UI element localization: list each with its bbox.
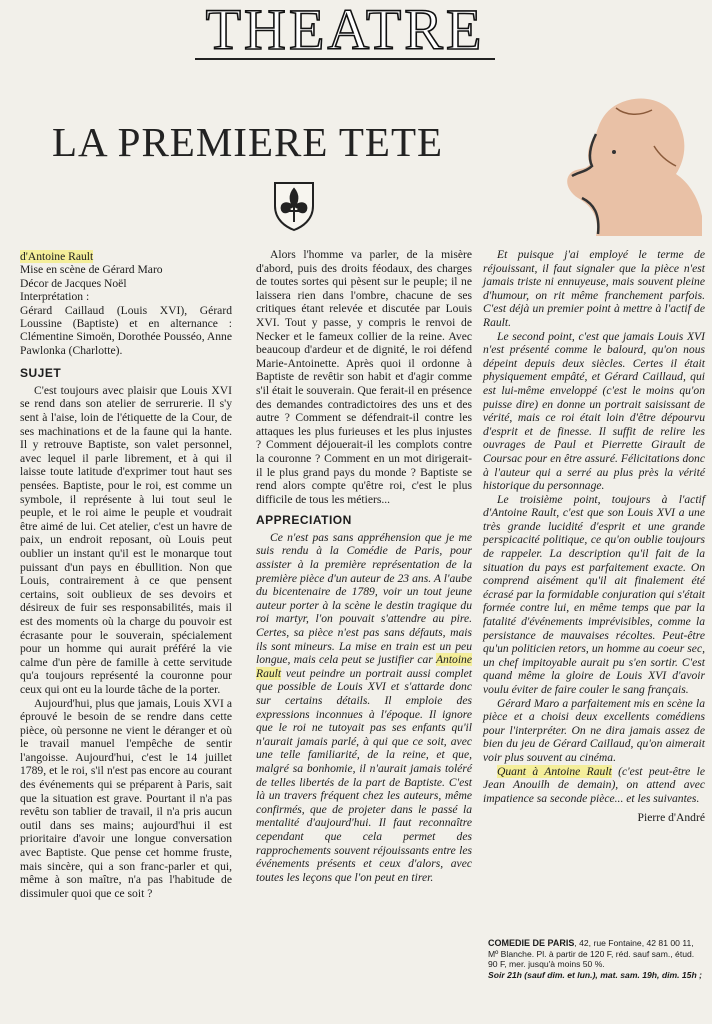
author-name-highlight: Antoine Rault [256,653,472,680]
appreciation-paragraph: Le second point, c'est que jamais Louis XVI n'est présenté comme le balourd, qu'on nous dépeint depuis deux siècles. Certes il était physiquement empâté, et Gérard Caillaud, qui est lui-même enveloppé (c'est le moins qu'on puisse dire) en donne un portrait saisissant de vérité, mais ce roi était loin d'être dépourvu d'esprit et de finesse. Il suffit de relire les ouvrages de Paul et Pierrette Girault de Coursac pour en être assuré. Félicitations donc à l'auteur qui a serré au plus près la vérité historique du personnage. [483,329,705,493]
column-1 [20,250,232,900]
signature: Pierre d'André [637,811,705,825]
venue-name: COMEDIE DE PARIS [488,938,575,948]
appreciation-paragraph: Quant à Antoine Rault (c'est peut-être le Jean Anouilh de demain), on attend avec impatience sa seconde pièce... et les suivantes. [483,764,705,805]
sujet-heading: SUJET [20,366,62,381]
schedule: Soir 21h (sauf dim. et lun.), mat. sam. 19h, dim. 15h ; [488,969,702,980]
appreciation-paragraph: Et puisque j'ai employé le terme de réjouissant, il faut signaler que la pièce n'est jamais triste ni ennuyeuse, mais souvent pleine d'humour, on rit même franchement parfois. C'est déjà un premier point à mettre à l'actif de Rault. [483,248,705,329]
director-credit: Mise en scène de Gérard Maro [20,263,163,277]
sujet-paragraph: C'est toujours avec plaisir que Louis XVI se rend dans son atelier de serrurerie. Il s'y sent à l'aise, loin de l'étiquette de la Cour, de ses machinations et de la faune qui la hante. Il y retrouve Baptiste, son valet personnel, avec lequel il parle librement, et à qui il laisse toute latitude d'exprimer tout haut ses pensées. Baptiste, pour le roi, est comme un symbole, il représente à lui tout seul le peuple, et le roi aime le peuple et voudrait être aimé de lui. Cet atelier, c'est un havre de paix, un endroit reposant, où Louis peut oublier un instant qu'il est le monarque tout puissant d'un pays en ébullition. Non que Louis, contrairement à ce que pensent certains, soit oublieux de ses devoirs et désireux de fuir ses responsabilités, mais il est des moments où la charge du pouvoir est écrasante pour le souverain, spécialement pour un homme qui aurait préféré la vie calme d'un père de famille à cette servitude qu'a toujours représenté la couronne pour ceux qui ont eu la lourde tâche de la porter. [20,383,232,696]
column-2 [256,248,472,884]
decor-credit: Décor de Jacques Noël [20,276,127,290]
appreciation-heading: APPRECIATION [256,513,352,528]
credits-block [20,250,232,357]
cast-list: Gérard Caillaud (Louis XVI), Gérard Loussine (Baptiste) et en alternance : Clémentine Simoën, Dorothée Pousséo, Anne Pawlonka (Charlotte). [20,303,232,357]
venue-info [488,938,706,980]
author-name-highlight: Quant à Antoine Rault [497,764,612,778]
appreciation-paragraph: Ce n'est pas sans appréhension que je me suis rendu à la Comédie de Paris, pour assister à la première représentation de la première pièce d'un auteur de 23 ans. A l'aube du bicentenaire de 1789, voir un tout jeune auteur porter à la scène le destin tragique du roi martyr, l'on pouvait s'attendre au pire. Certes, sa pièce n'est pas sans défauts, mais ils sont mineurs. La mise en train est un peu longue, mais cela peut se justifier car Antoine Rault veut peindre un portrait aussi complet que possible de Louis XVI et s'attarde donc sur certains détails. Il emploie des expressions inconnues à l'époque. Il ignore que le roi ne tutoyait pas ses enfants qu'il n'aurait jamais parlé, à qui que ce soit, avec une telle familiarité, de la reine, et que, malgré sa bonhomie, il n'aurait jamais toléré de telles libertés de la part de Baptiste. C'est là un travers fréquent chez les auteurs, même confirmés, que de projeter dans le passé la mentalité d'aujourd'hui. Il faut reconnaître cependant que cela permet des rapprochements souvent réjouissants entre les événements présents et ceux d'alors, avec toutes les leçons que l'on peut en tirer. [256,530,472,884]
article-headline: LA PREMIERE TETE [52,119,444,165]
author-credit: d'Antoine Rault [20,250,94,263]
section-masthead [195,2,495,60]
fleur-de-lis-icon [272,180,316,232]
venue-details: , 42, rue Fontaine, 42 81 00 11, Mº Blanche. Pl. à partir de 120 F, réd. sauf sam., étud. 90 F, mer. jusqu'à moins 50 %. [488,938,695,970]
appreciation-paragraph: Gérard Maro a parfaitement mis en scène la pièce et a choisi deux excellents comédiens pour l'interpréter. On ne dira jamais assez de bien du jeu de Gérard Caillaud, qu'on aimerait voir plus souvent au cinéma. [483,696,705,764]
column-3 [483,248,705,825]
appreciation-paragraph: Le troisième point, toujours à l'actif d'Antoine Rault, c'est que son Louis XVI a une très grande lucidité d'esprit et une grande perspicacité politique, ce qu'on oublie toujours de rappeler. La description qu'il fait de la situation du pays est parfaitement exacte. On comprend aisément qu'il ait finalement été écrasé par la formidable conjuration qui s'était formée contre lui, en même temps que par la fatalité d'événements imprévisibles, comme la persistance de mauvaises récoltes. Peut-être qu'un politicien retors, un homme au coeur sec, un chef impitoyable aurait pu s'en sortir. C'est quand même la gloire de Louis XVI d'avoir voulu éviter de faire couler le sang français. [483,492,705,696]
cast-label: Interprétation : [20,290,90,304]
section-title: THEATRE [205,0,485,62]
sujet-paragraph: Alors l'homme va parler, de la misère d'abord, puis des droits féodaux, des charges de toutes sortes qui pèsent sur le peuple; il ne laissera rien dans l'ombre, chacune de ses critiques étant relevée et discutée par Louis XVI. Tout y passe, y compris le renvoi de Necker et le fameux collier de la reine. Avec beaucoup d'ardeur et de dignité, le roi défend Marie-Antoinette. Après quoi il ordonne à Baptiste de revêtir son habit et d'agir comme s'il était le souverain. Que ferait-il en présence des demandes contradictoires des uns et des autre ? Comment se défendrait-il contre les attaques les plus furieuses et les plus injustes ? Comment déjouerait-il les complots contre la couronne ? Comment en un mot dirigerait-il le plus grand pays du monde ? Baptiste se rend alors compte qu'être roi, c'est le plus difficile de tous les métiers... [256,248,472,506]
sujet-paragraph: Aujourd'hui, plus que jamais, Louis XVI a éprouvé le besoin de se rendre dans cette pièce, où personne ne vient le déranger et où le travail manuel l'empêche de sentir l'angoisse. Aujourd'hui, c'est le 14 juillet 1789, et le roi, s'il n'est pas encore au courant des événements qui se préparent à Paris, sait que la situation est grave. Pourtant il n'a pas revêtu son tablier de travail, il n'a pris aucun outil dans ses mains; aujourd'hui il est prioritaire d'avoir une longue conversation avec Baptiste. Que pense cet homme fruste, mais sincère, qui a son franc-parler et qui, même à son maître, n'a pas l'habitude de dissimuler quoi que ce soit ? [20,696,232,900]
louis-xvi-portrait-image [556,86,706,236]
